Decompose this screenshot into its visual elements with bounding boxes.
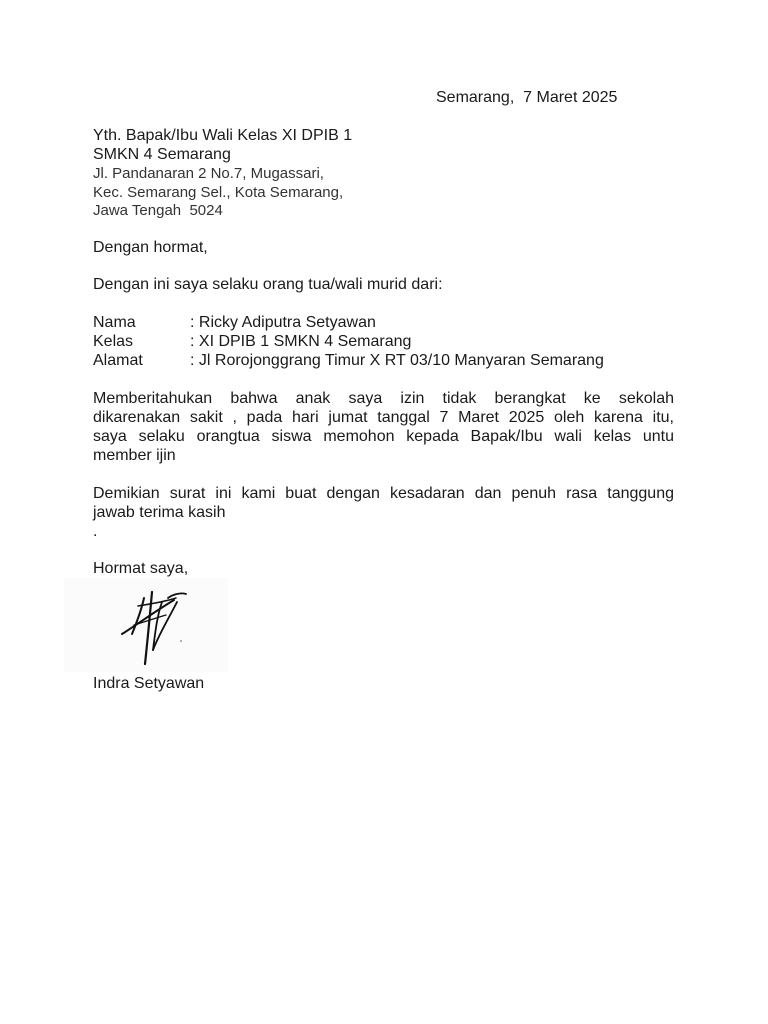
recipient-address-2: Kec. Semarang Sel., Kota Semarang, <box>93 184 344 201</box>
signer-name: Indra Setyawan <box>93 675 205 692</box>
recipient-address-3: Jawa Tengah 5024 <box>93 202 223 219</box>
body-paragraph <box>93 389 674 465</box>
closing-paragraph-line: Demikian surat ini kami buat dengan kesadaran dan penuh rasa tanggung <box>93 485 674 502</box>
student-address-label: Alamat <box>93 352 143 369</box>
intro-line: Dengan ini saya selaku orang tua/wali murid dari: <box>93 276 443 293</box>
student-name-label: Nama <box>93 314 136 331</box>
closing-paragraph <box>93 484 674 522</box>
signature-icon <box>64 578 228 672</box>
recipient-address-1: Jl. Pandanaran 2 No.7, Mugassari, <box>93 165 324 182</box>
recipient-line-1: Yth. Bapak/Ibu Wali Kelas XI DPIB 1 <box>93 127 353 144</box>
body-paragraph-line: dikarenakan sakit , pada hari jumat tanggal 7 Maret 2025 oleh karena itu, <box>93 409 674 426</box>
student-address-value: : Jl Rorojonggrang Timur X RT 03/10 Manyaran Semarang <box>190 352 604 369</box>
closing-paragraph-line: jawab terima kasih <box>93 504 226 521</box>
body-paragraph-line: member ijin <box>93 447 176 464</box>
student-class-value: : XI DPIB 1 SMKN 4 Semarang <box>190 333 412 350</box>
closing-dot: . <box>93 523 98 540</box>
student-class-label: Kelas <box>93 333 134 350</box>
body-paragraph-line: saya selaku orangtua siswa memohon kepada Bapak/Ibu wali kelas untu <box>93 428 674 445</box>
body-paragraph-line: Memberitahukan bahwa anak saya izin tidak berangkat ke sekolah <box>93 390 674 407</box>
student-name-value: : Ricky Adiputra Setyawan <box>190 314 376 331</box>
sign-off: Hormat saya, <box>93 560 189 577</box>
recipient-line-2: SMKN 4 Semarang <box>93 146 231 163</box>
greeting: Dengan hormat, <box>93 239 208 256</box>
letter-date: Semarang, 7 Maret 2025 <box>436 89 618 106</box>
